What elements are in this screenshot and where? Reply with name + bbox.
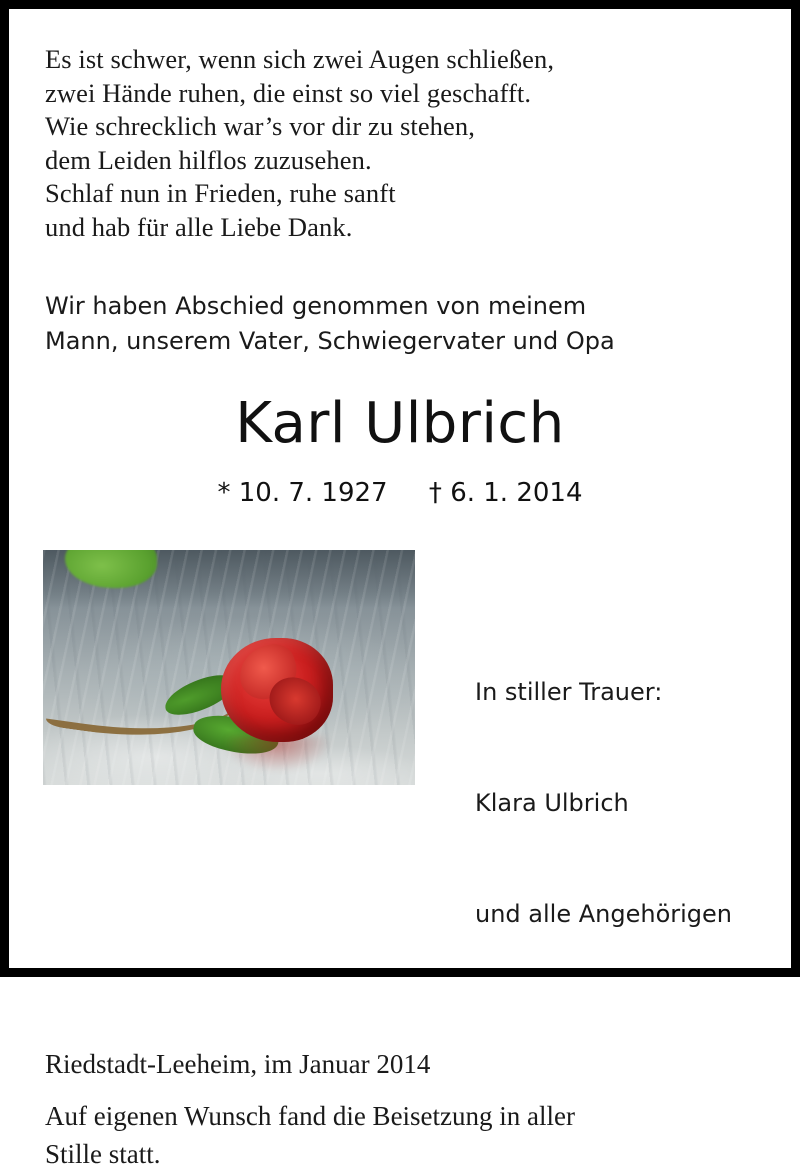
- intro-block: [45, 289, 757, 359]
- mourner-name: Klara Ulbrich: [475, 789, 629, 817]
- mourner-relatives: und alle Angehörigen: [475, 900, 732, 928]
- birth-death-dates: * 10. 7. 1927 † 6. 1. 2014: [217, 478, 583, 508]
- mourners-heading: In stiller Trauer:: [475, 678, 663, 706]
- intro-line-2: Mann, unserem Vater, Schwiegervater und Opa: [45, 327, 615, 355]
- poem-line-1: Es ist schwer, wenn sich zwei Augen schließen,: [45, 44, 555, 74]
- footer-block: [45, 1045, 757, 1173]
- rose-photo: [43, 550, 415, 785]
- mourners-block: [475, 600, 732, 1007]
- poem-line-5: Schlaf nun in Frieden, ruhe sanft: [45, 178, 396, 208]
- intro-line-1: Wir haben Abschied genommen von meinem: [45, 292, 587, 320]
- poem-line-4: dem Leiden hilflos zuzusehen.: [45, 144, 372, 175]
- burial-note-line-2: Stille statt.: [45, 1139, 161, 1169]
- poem-line-3: Wie schrecklich war’s vor dir zu stehen,: [45, 111, 475, 141]
- place-and-date: Riedstadt-Leeheim, im Januar 2014: [45, 1049, 431, 1079]
- photo-and-mourners-row: [43, 550, 757, 1007]
- burial-note-line-1: Auf eigenen Wunsch fand die Beisetzung in aller: [45, 1101, 575, 1131]
- poem-block: [45, 43, 757, 244]
- deceased-name: Karl Ulbrich: [235, 391, 565, 456]
- poem-line-6: und hab für alle Liebe Dank.: [45, 211, 353, 242]
- poem-line-2: zwei Hände ruhen, die einst so viel geschafft.: [45, 77, 532, 108]
